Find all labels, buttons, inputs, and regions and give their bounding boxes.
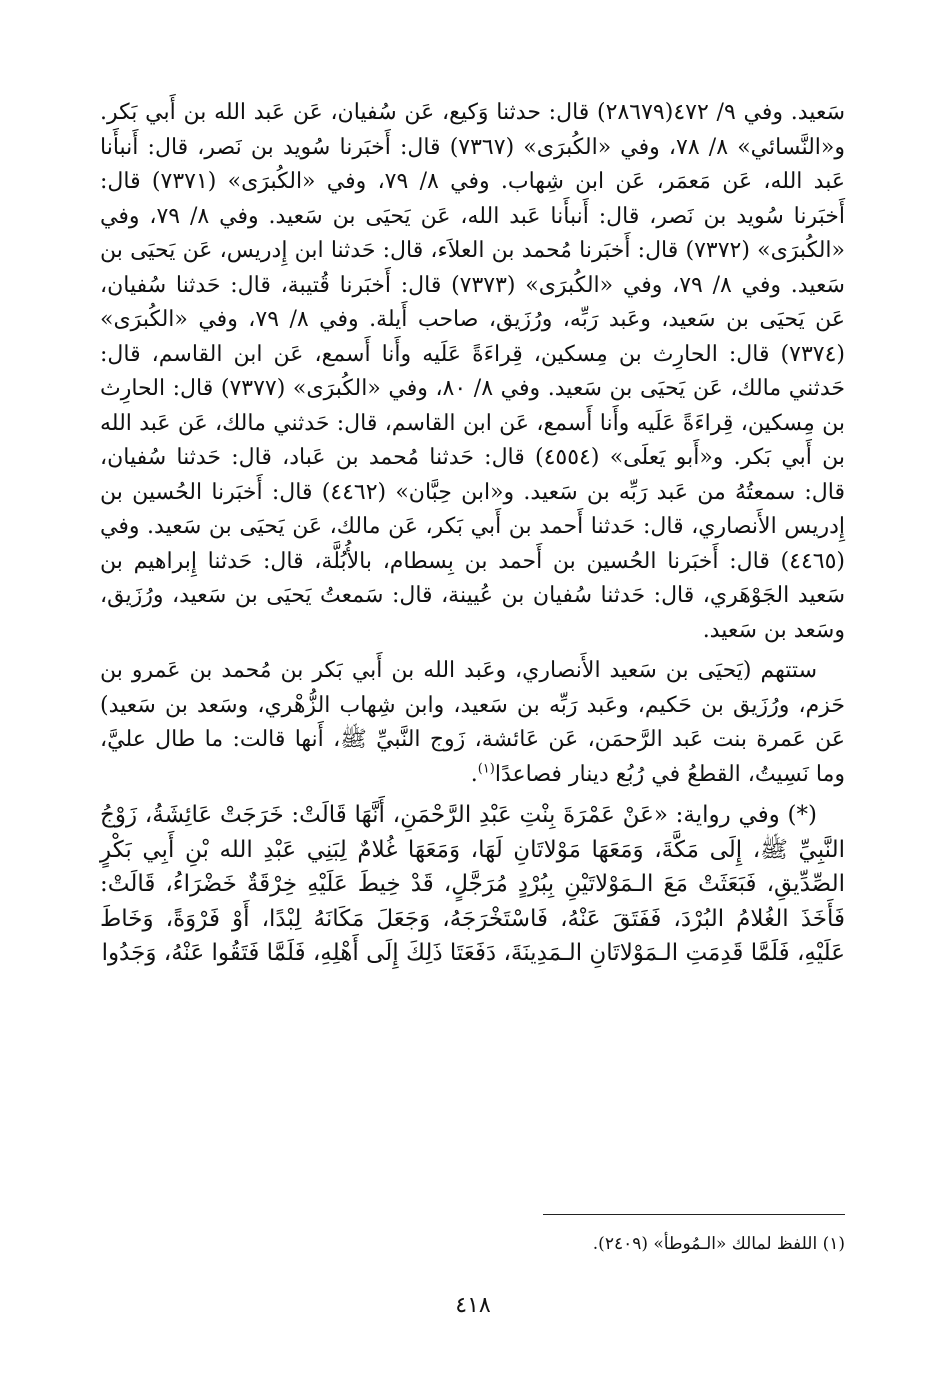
main-text-block <box>100 96 845 971</box>
hadith-takhrij-paragraph: سَعيد. وفي ٩/ ٤٧٢(٢٨٦٧٩) قال: حدثنا وَكيع، عَن سُفيان، عَن عَبد الله بن أَبي بَكر. و«النَّسائي» ٨/ ٧٨، وفي «الكُبرَى» (٧٣٦٧) قال: أَخبَرنا سُويد بن نَصر، قال: أَنبأَنا عَبد الله، عَن مَعمَر، عَن ابن شِهاب. وفي ٨/ ٧٩، وفي «الكُبرَى» (٧٣٧١) قال: أَخبَرنا سُويد بن نَصر، قال: أَنبأَنا عَبد الله، عَن يَحيَى بن سَعيد. وفي ٨/ ٧٩، وفي «الكُبرَى» (٧٣٧٢) قال: أَخبَرنا مُحمد بن العلاَء، قال: حَدثنا ابن إِدريس، عَن يَحيَى بن سَعيد. وفي ٨/ ٧٩، وفي «الكُبرَى» (٧٣٧٣) قال: أَخبَرنا قُتيبة، قال: حَدثنا سُفيان، عَن يَحيَى بن سَعيد، وعَبد رَبِّه، ورُزَيق، صاحب أَيلة. وفي ٨/ ٧٩، وفي «الكُبرَى» (٧٣٧٤) قال: الحارِث بن مِسكين، قِراءَةً عَلَيه وأَنا أَسمع، عَن ابن القاسم، قال: حَدثني مالك، عَن يَحيَى بن سَعيد. وفي ٨/ ٨٠، وفي «الكُبرَى» (٧٣٧٧) قال: الحارِث بن مِسكين، قِراءَةً عَلَيه وأَنا أَسمع، عَن ابن القاسم، قال: حَدثني مالك، عَن عَبد الله بن أَبي بَكر. و«أَبو يَعلَى» (٤٥٥٤) قال: حَدثنا مُحمد بن عَباد، قال: حَدثنا سُفيان، قال: سمعتُهُ من عَبد رَبِّه بن سَعيد. و«ابن حِبَّان» (٤٤٦٢) قال: أَخبَرنا الحُسين بن إِدريس الأَنصاري، قال: حَدثنا أَحمد بن أَبي بَكر، عَن مالك، عَن يَحيَى بن سَعيد. وفي (٤٤٦٥) قال: أَخبَرنا الحُسين بن أَحمد بن بِسطام، بالأُبُلَّة، قال: حَدثنا إِبراهيم بن سَعيد الجَوْهَري، قال: حَدثنا سُفيان بن عُيينة، قال: سَمعتُ يَحيَى بن سَعيد، ورُزَيق، وسَعد بن سَعيد. <box>100 100 846 643</box>
page-number: ٤١٨ <box>455 1293 491 1318</box>
hadith-summary-paragraph <box>100 654 845 792</box>
hadith-summary-end: . <box>470 761 478 787</box>
narration-variant-paragraph: (*) وفي رواية: «عَنْ عَمْرَةَ بِنْتِ عَبْدِ الرَّحْمَنِ، أَنَّهَا قَالَتْ: خَرَجَتْ عَائِشَةُ، زَوْجُ النَّبِيِّ ﷺ، إِلَى مَكَّةَ، وَمَعَهَا مَوْلاتَانِ لَهَا، وَمَعَهَا غُلامٌ لِبَنِي عَبْدِ الله بْنِ أَبِي بَكْرٍ الصِّدِّيقِ، فَبَعَثَتْ مَعَ الـمَوْلاتَيْنِ بِبُرْدٍ مُرَجَّلٍ، قَدْ خِيطَ عَلَيْهِ خِرْقَةٌ خَضْرَاءُ، قَالَتْ: فَأَخَذَ الغُلامُ البُرْدَ، فَفَتَقَ عَنْهُ، فَاسْتَخْرَجَهُ، وَجَعَلَ مَكَانَهُ لِبْدًا، أَوْ فَرْوَةً، وَخَاطَ عَلَيْهِ، فَلَمَّا قَدِمَتِ الـمَوْلاتَانِ الـمَدِينَةَ، دَفَعَتَا ذَلِكَ إِلَى أَهْلِهِ، فَلَمَّا فَتَقُوا عَنْهُ، وَجَدُوا <box>100 802 845 966</box>
footnote-reference: (١) <box>477 761 495 777</box>
footnote-1: (١) اللفظ لمالك «الـمُوطأ» (٢٤٠٩). <box>592 1234 845 1254</box>
footnote-divider <box>543 1214 845 1215</box>
hadith-summary-text: ستتهم (يَحيَى بن سَعيد الأَنصاري، وعَبد الله بن أَبي بَكر بن مُحمد بن عَمرو بن حَزم، ورُزَيق بن حَكيم، وعَبد رَبِّه بن سَعيد، وابن شِهاب الزُّهْري، وسَعد بن سَعيد) عَن عَمرة بنت عَبد الرَّحمَن، عَن عَائشة، زَوج النَّبيِّ ﷺ، أَنها قالت: ما طال عليَّ، وما نَسِيتُ، القطعُ في رُبُع دينار فصاعدًا <box>100 658 845 787</box>
